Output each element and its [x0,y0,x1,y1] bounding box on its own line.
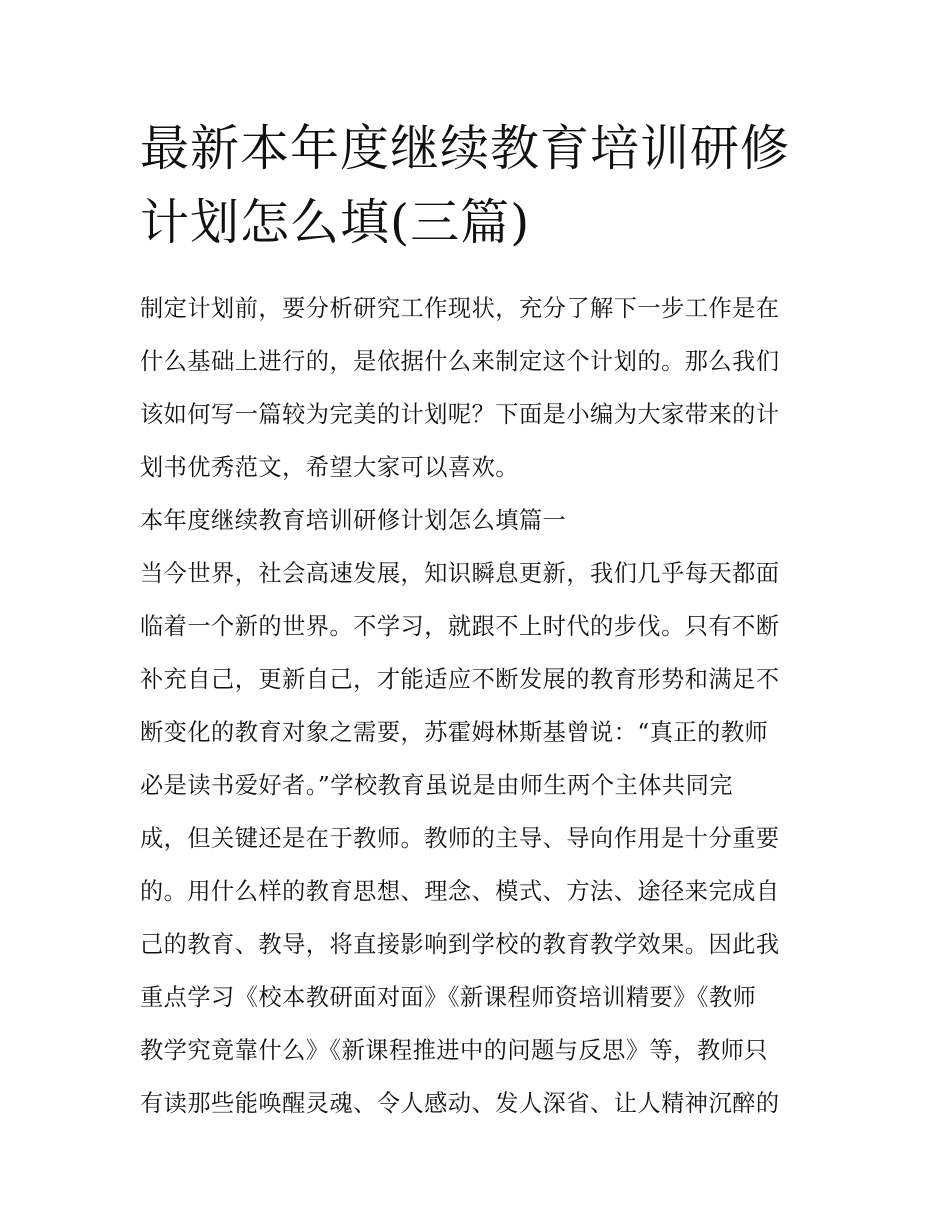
intro-line-3: 该如何写一篇较为完美的计划呢？下面是小编为大家带来的计 [140,401,780,428]
title-line-1: 最新本年度继续教育培训研修 [140,120,791,177]
section-line-7: 的。用什么样的教育思想、理念、模式、方法、途径来完成自 [140,878,780,905]
section-line-9: 重点学习《校本教研面对面》《新课程师资培训精要》《教师 [140,984,757,1011]
section-paragraph [140,547,812,1130]
section-line-6: 成，但关键还是在于教师。教师的主导、导向作用是十分重要 [140,825,780,852]
section-line-11: 有读那些能唤醒灵魂、令人感动、发人深省、让人精神沉醉的 [140,1090,780,1117]
document-page [140,112,812,1130]
section-line-1: 当今世界，社会高速发展，知识瞬息更新，我们几乎每天都面 [140,560,780,587]
section-line-4: 断变化的教育对象之需要，苏霍姆林斯基曾说：“真正的教师 [140,719,769,746]
section-line-2: 临着一个新的世界。不学习，就跟不上时代的步伐。只有不断 [140,613,780,640]
intro-line-4: 划书优秀范文，希望大家可以喜欢。 [140,454,519,481]
section-line-5: 必是读书爱好者。”学校教育虽说是由师生两个主体共同完 [140,772,733,799]
section-line-10: 教学究竟靠什么》《新课程推进中的问题与反思》等，教师只 [140,1037,768,1064]
section-heading: 本年度继续教育培训研修计划怎么填篇一 [140,507,567,534]
intro-line-2: 什么基础上进行的，是依据什么来制定这个计划的。那么我们 [140,348,780,375]
intro-paragraph [140,282,812,494]
document-title [140,112,812,260]
intro-line-1: 制定计划前，要分析研究工作现状，充分了解下一步工作是在 [140,295,780,322]
title-line-2: 计划怎么填(三篇) [140,194,531,251]
section-line-8: 己的教育、教导，将直接影响到学校的教育教学效果。因此我 [140,931,780,958]
section-line-3: 补充自己，更新自己，才能适应不断发展的教育形势和满足不 [140,666,780,693]
